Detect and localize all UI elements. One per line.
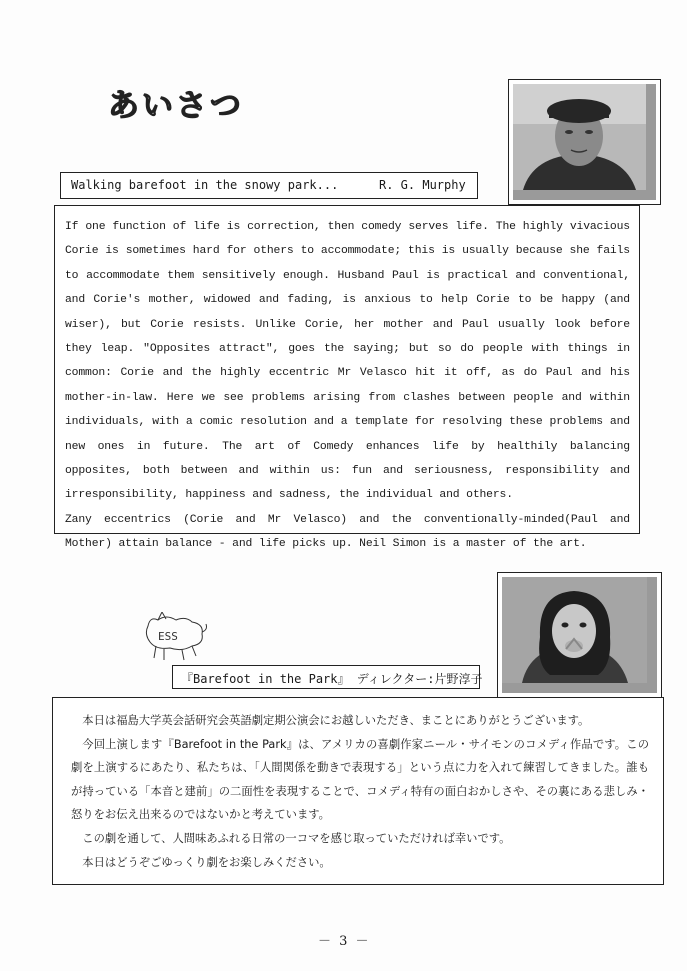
portrait-woman-graphic [502, 577, 647, 683]
author-photo [508, 79, 661, 205]
ess-doodle-text: ESS [158, 630, 178, 643]
page-number: － 3 － [318, 934, 371, 949]
director-photo [497, 572, 662, 698]
english-paragraph-1: If one function of life is correction, then comedy serves life. The highly vivacious Corie is sometimes hard for others to accommodate; this is usually because she fails to accommodate them sensitively enough. Husband Paul is practical and conventional, and Corie's mother, widowed and fading, is anxious to help Corie to be happy (and wiser), but Corie resists. Unlike Corie, her mother and Paul usually look before they leap. "Opposites attract", goes the saying; but so do people with things in common: Corie and the highly eccentric Mr Velasco hit it off, as do Paul and his mother-in-law. Here we see problems arising from clashes between people and within individuals, with a comic resolution and a template for resolving these problems and new ones in future. The art of Comedy enhances life by healthily balancing opposites, both between and within us: fun and seriousness, responsibility and irresponsibility, happiness and sadness, the individual and others. [65, 221, 630, 502]
ess-cat-doodle [142, 612, 208, 664]
section1-title-box [60, 172, 478, 199]
japanese-message-box [52, 697, 664, 885]
japanese-paragraph-2: 今回上演します『Barefoot in the Park』は、アメリカの喜劇作家ニール・サイモンのコメディ作品です。この劇を上演するにあたり、私たちは、「人間関係を動きで表現する」という点に力を入れて練習してきました。誰もが持っている「本音と建前」の二面性を表現することで、コメディ特有の面白おかしさや、その裏にある悲しみ・怒りをお伝え出来るのではないかと考えています。 [71, 737, 649, 822]
author-portrait [513, 84, 656, 200]
director-portrait [502, 577, 657, 693]
portrait-man-graphic [513, 84, 646, 190]
japanese-paragraph-1: 本日は福島大学英会話研究会英語劇定期公演会にお越しいただき、まことにありがとうございます。 [82, 714, 590, 727]
section1-title: Walking barefoot in the snowy park... [71, 178, 339, 192]
japanese-paragraph-4: 本日はどうぞごゆっくり劇をお楽しみください。 [82, 855, 331, 869]
japanese-paragraph-3: この劇を通して、人間味あふれる日常の一コマを感じ取っていただければ幸いです。 [82, 831, 511, 845]
section2-title: 『Barefoot in the Park』 ディレクター:片野淳子 [181, 672, 483, 686]
page-heading: あいさつ [108, 88, 244, 124]
english-paragraph-2: Zany eccentrics (Corie and Mr Velasco) and the conventionally-minded(Paul and Mother) attain balance - and life picks up. Neil Simon is a master of the art. [65, 513, 630, 551]
section2-title-box [172, 665, 483, 689]
english-message-box [54, 205, 640, 551]
section1-author: R. G. Murphy [379, 178, 466, 192]
